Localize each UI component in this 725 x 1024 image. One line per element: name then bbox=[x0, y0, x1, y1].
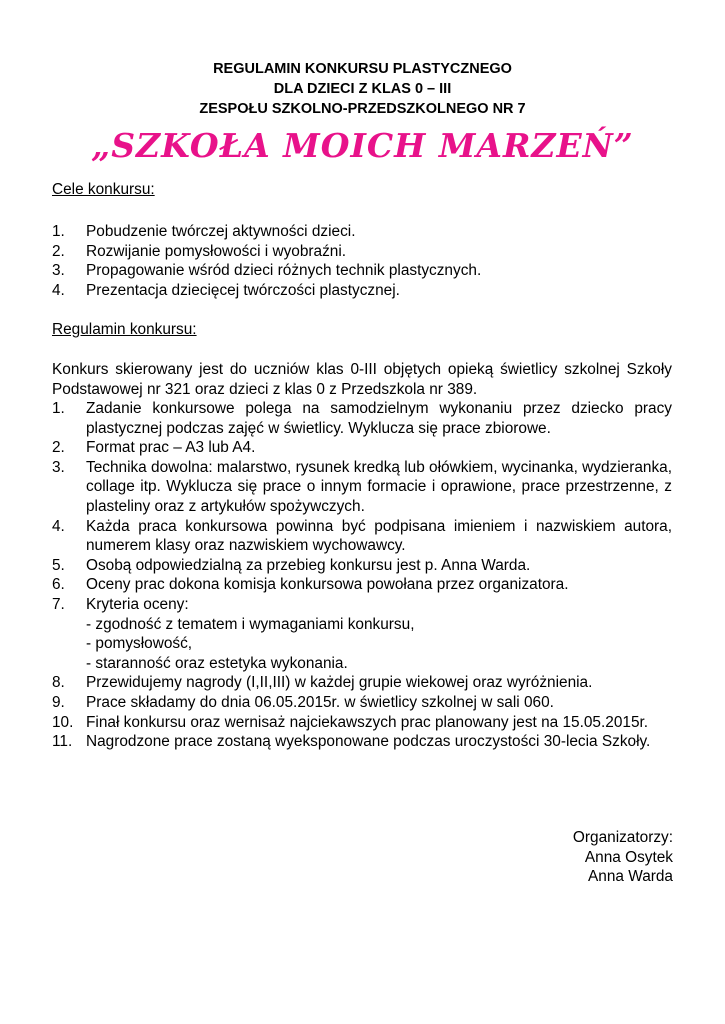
rule-item bbox=[52, 595, 672, 673]
goal-item bbox=[52, 281, 672, 301]
goal-number: 4. bbox=[52, 281, 65, 299]
goal-text: Pobudzenie twórczej aktywności dzieci. bbox=[86, 223, 356, 240]
criterion-item: - pomysłowość, bbox=[86, 635, 193, 653]
rule-text: Technika dowolna: malarstwo, rysunek kredką lub ołówkiem, wycinanka, wydzieranka, collage itp. Wyklucza się prace o innym formacie i oprawione, prace przestrzenne, z plasteliny oraz z artykułów spożywczych. bbox=[86, 458, 672, 515]
rules-heading: Regulamin konkursu: bbox=[52, 321, 197, 338]
rule-text: Format prac – A3 lub A4. bbox=[86, 439, 256, 457]
rule-number: 8. bbox=[52, 674, 65, 692]
goal-text: Propagowanie wśród dzieci różnych technik plastycznych. bbox=[86, 262, 482, 280]
criterion-item: - staranność oraz estetyka wykonania. bbox=[86, 654, 348, 672]
rule-item bbox=[52, 732, 672, 752]
rule-number: 6. bbox=[52, 576, 65, 594]
rule-item bbox=[52, 673, 672, 693]
rule-text: Finał konkursu oraz wernisaż najciekawszych prac planowany jest na 15.05.2015r. bbox=[86, 713, 649, 731]
motto-close-quote: ” bbox=[613, 126, 634, 165]
rules-intro: Konkurs skierowany jest do uczniów klas 0-III objętych opieką świetlicy szkolnej Szkoły Podstawowej nr 321 oraz dzieci z klas 0 z Przedszkola nr 389. bbox=[52, 361, 672, 398]
rule-text: Przewidujemy nagrody (I,II,III) w każdej grupie wiekowej oraz wyróżnienia. bbox=[86, 674, 593, 692]
rule-number: 1. bbox=[52, 400, 65, 417]
header-subtitle: DLA DZIECI Z KLAS 0 – III bbox=[273, 81, 452, 97]
rule-item bbox=[52, 575, 672, 595]
rule-number: 5. bbox=[52, 556, 65, 574]
rule-item bbox=[52, 399, 672, 438]
goal-item bbox=[52, 242, 672, 262]
rule-number: 4. bbox=[52, 517, 65, 535]
motto-open-quote: „ bbox=[91, 126, 112, 165]
organizer-name: Anna Warda bbox=[588, 868, 673, 886]
rule-item bbox=[52, 713, 672, 733]
rule-number: 9. bbox=[52, 693, 65, 711]
goal-number: 1. bbox=[52, 223, 65, 240]
goal-text: Prezentacja dziecięcej twórczości plastycznej. bbox=[86, 281, 400, 299]
goal-number: 2. bbox=[52, 242, 65, 260]
rule-text: Osobą odpowiedzialną za przebieg konkursu jest p. Anna Warda. bbox=[86, 556, 531, 574]
goal-item bbox=[52, 261, 672, 281]
rule-text: Oceny prac dokona komisja konkursowa powołana przez organizatora. bbox=[86, 576, 569, 594]
header-title: REGULAMIN KONKURSU PLASTYCZNEGO bbox=[213, 61, 512, 77]
rule-number: 7. bbox=[52, 595, 65, 613]
rule-text: Zadanie konkursowe polega na samodzielnym wykonaniu przez dziecko pracy plastycznej podczas zajęć w świetlicy. Wyklucza się prace zbiorowe. bbox=[86, 400, 672, 437]
goals-list bbox=[52, 222, 672, 300]
criterion-item: - zgodność z tematem i wymaganiami konkursu, bbox=[86, 615, 415, 633]
rule-item bbox=[52, 517, 672, 556]
rule-item bbox=[52, 438, 672, 458]
rule-text: Kryteria oceny: bbox=[86, 595, 189, 613]
rule-number: 11. bbox=[52, 733, 73, 751]
goal-number: 3. bbox=[52, 262, 65, 280]
rule-text: Prace składamy do dnia 06.05.2015r. w świetlicy szkolnej w sali 060. bbox=[86, 693, 554, 711]
rule-number: 2. bbox=[52, 439, 65, 457]
rule-text: Nagrodzone prace zostaną wyeksponowane podczas uroczystości 30-lecia Szkoły. bbox=[86, 733, 651, 751]
organizer-name: Anna Osytek bbox=[584, 848, 673, 866]
organizers-label: Organizatorzy: bbox=[572, 829, 673, 846]
contest-motto bbox=[0, 124, 725, 168]
rules-list bbox=[52, 399, 672, 752]
rule-item bbox=[52, 556, 672, 576]
rule-number: 10. bbox=[52, 713, 74, 731]
rule-item bbox=[52, 458, 672, 517]
organizers-signature bbox=[573, 828, 673, 887]
goal-item bbox=[52, 222, 672, 242]
rule-item bbox=[52, 693, 672, 713]
motto-text: SZKOŁA MOICH MARZEŃ bbox=[111, 126, 614, 165]
rule-number: 3. bbox=[52, 458, 65, 476]
header-school: ZESPOŁU SZKOLNO-PRZEDSZKOLNEGO NR 7 bbox=[199, 101, 526, 117]
rule-text: Każda praca konkursowa powinna być podpisana imieniem i nazwiskiem autora, numerem klasy oraz nazwiskiem wychowawcy. bbox=[86, 517, 672, 555]
goal-text: Rozwijanie pomysłowości i wyobraźni. bbox=[86, 242, 347, 260]
document-header bbox=[0, 59, 725, 119]
goals-heading: Cele konkursu: bbox=[52, 181, 155, 198]
